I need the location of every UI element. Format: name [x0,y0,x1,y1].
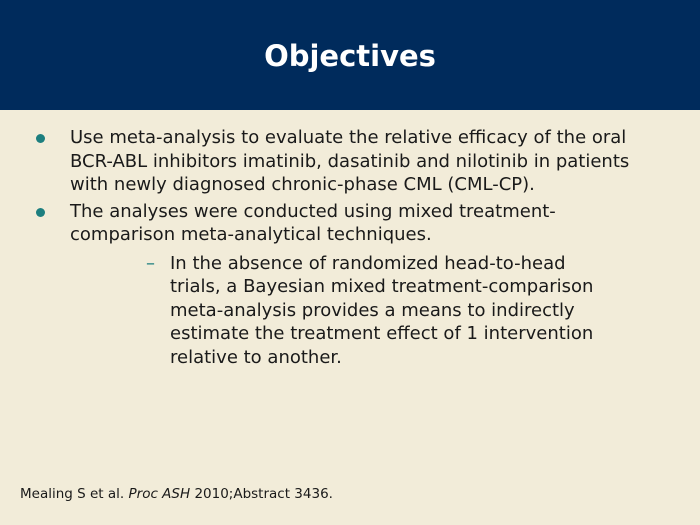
dash-icon: – [146,252,155,274]
bullet-list [0,126,700,369]
footnote-journal: Proc ASH [128,486,191,502]
slide-content [0,126,700,372]
footnote-citation [20,485,333,503]
bullet-item [0,126,700,197]
bullet-item [0,200,700,370]
footnote-details: 2010;Abstract 3436. [194,486,333,502]
bullet-dot-icon [36,208,45,217]
sub-bullet-list [70,252,660,370]
footnote-authors: Mealing S et al. [20,486,125,502]
sub-bullet-text: In the absence of randomized head-to-head trials, a Bayesian mixed treatment-comparison meta-analysis provides a means to indirectly estimate the treatment effect of 1 intervention relative to another. [170,252,594,368]
bullet-dot-icon [36,134,45,143]
slide-title: Objectives [264,39,436,73]
bullet-text: Use meta-analysis to evaluate the relative efficacy of the oral BCR-ABL inhibitors imatinib, dasatinib and nilotinib in patients with newly diagnosed chronic-phase CML (CML-CP). [70,127,630,195]
bullet-text: The analyses were conducted using mixed treatment-comparison meta-analytical techniques. [70,200,556,245]
sub-bullet-item [70,252,660,370]
